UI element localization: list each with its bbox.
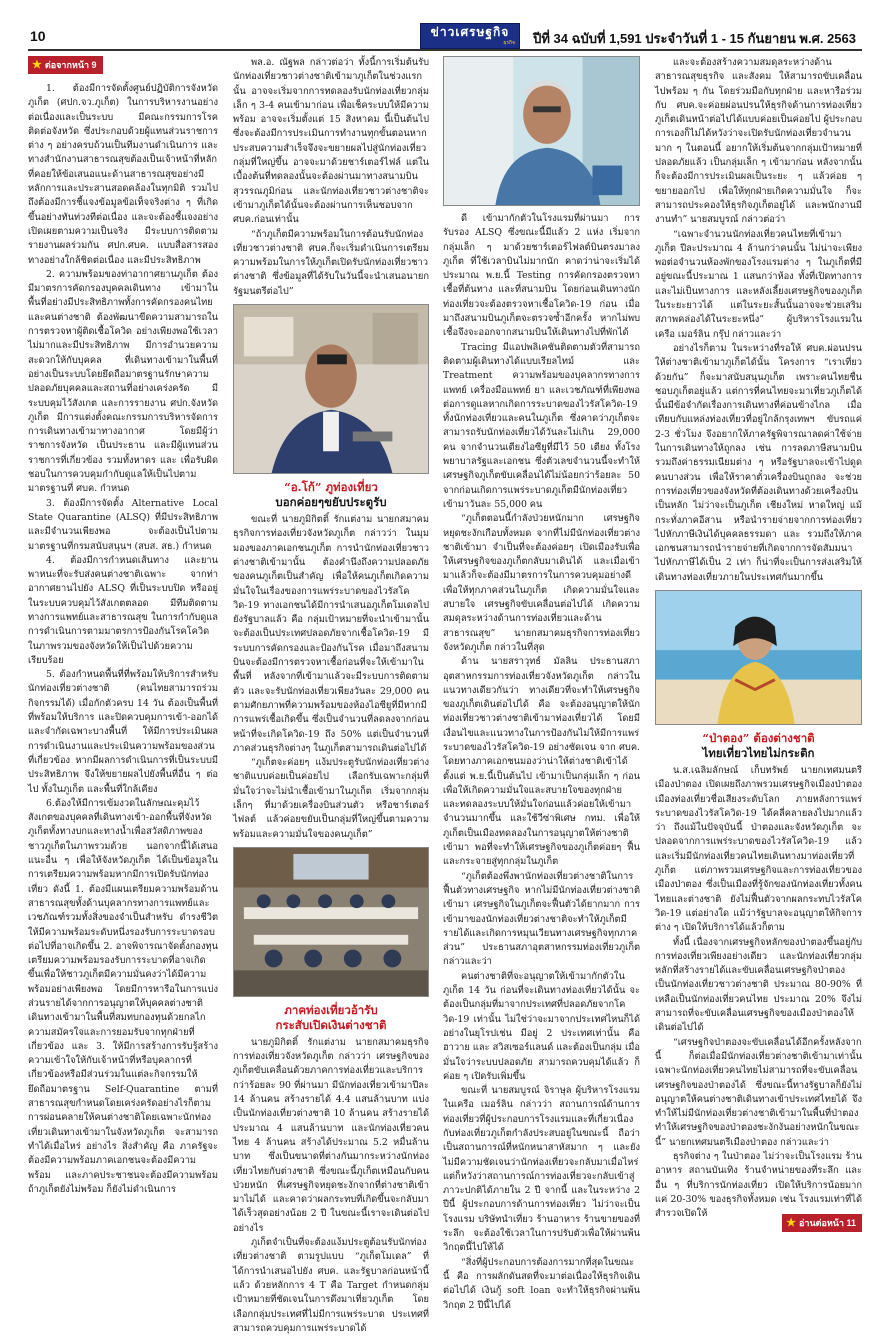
- column-3: [443, 56, 640, 1311]
- continued-to-label: อ่านต่อหน้า 11: [798, 1218, 856, 1228]
- paragraph: “สิ่งที่ผู้ประกอบการต้องการมากที่สุดในขณะนี้ คือ การผลักดันสดที่จะมาต่อเนื่องให้ธุรกิจเดินต่อไปได้ เงินกู้ soft loan จะทำให้ธุรกิจผ่านพ้นวิกฤต 2 ปีนี้ไปได้: [443, 1256, 640, 1311]
- masthead-title: ข่าวเศรษฐกิจ: [430, 25, 510, 39]
- paragraph: ภูเก็ตจำเป็นที่จะต้องแง้มประตูต้อนรับนักท่องเที่ยวต่างชาติ ตามรูปแบบ “ภูเก็ตโมเดล” ที่ได้การนำเสนอไปยัง ศบค. และรัฐบาลก่อนหน้านี้แล้ว ด้วยหลักการ 4 T คือ Target กำหนดกลุ่มเป้าหมายที่ชัดเจนในการดึงมาเที่ยวภูเก็ต โดยเลือกกลุ่มประเทศที่ไม่มีการแพร่ระบาด ประเทศที่สามารถควบคุมการแพร่ระบาดได้: [233, 1237, 429, 1334]
- continued-from-badge: [28, 56, 103, 74]
- headline-line: กระสับเปิดเงินต่างชาติ: [275, 1017, 387, 1032]
- paragraph: ทั้งนี้ เนื่องจากเศรษฐกิจหลักของป่าตองขึ้นอยู่กับการท่องเที่ยวเพียงอย่างเดียว และนักท่องเที่ยวกลุ่มหลักที่สร้างรายได้และขับเคลื่อนเศรษฐกิจป่าตอง เป็นนักท่องเที่ยวชาวต่างชาติ ประมาณ 80-90% ที่เหลือเป็นนักท่องเที่ยวคนไทย ประมาณ 20% จึงไม่สามารถที่จะขับเคลื่อนเศรษฐกิจของเมืองป่าตองให้เดินต่อไปได้: [655, 936, 862, 1034]
- headline-tourism-association: [233, 480, 429, 510]
- paragraph: น.ส.เฉลิมลักษณ์ เก็บทรัพย์ นายกเทศมนตรีเมืองป่าตอง เปิดเผยถึงภาพรวมเศรษฐกิจเมืองป่าตอง เมืองท่องเที่ยวชื่อเสียงระดับโลก ภายหลังการแพร่ระบาดของไวรัสโควิด-19 ได้คลี่คลายลงไปมากแล้วว่า ถึงแม้ในปัจจุบันนี้ ป่าตองและจังหวัดภูเก็ต จะปลอดจากการแพร่ระบาดของไวรัสโควิด-19 แล้ว และเริ่มมีนักท่องเที่ยวคนไทยเดินทางมาท่องเที่ยวที่ภูเก็ต แต่ภาพรวมเศรษฐกิจและการท่องเที่ยวของเมืองป่าตอง ซึ่งเป็นเมืองที่รู้จักของนักท่องเที่ยวทั้งคนไทยและต่างชาติ ยังไม่ฟื้นตัวจากผลกระทบไวรัสโควิด-19 แต่อย่างใด แม้ว่ารัฐบาลจะอนุญาตให้กิจการต่าง ๆ เปิดให้บริการได้แล้วก็ตาม: [655, 764, 862, 934]
- headline-line: ภาคท่องเที่ยวอ้ารับ: [284, 1002, 378, 1017]
- paragraph: 3. ต้องมีการจัดตั้ง Alternative Local State Quarantine (ALSQ) ที่มีประสิทธิภาพและมีจำนวนเพียงพอ จะต้องเป็นไปตามมาตรฐานที่กรมสนับสนุนฯ (สบส. สธ.) กำหนด: [28, 497, 218, 552]
- paragraph: ด้าน นายสราวุทธ์ มัลลิน ประธานสภาอุตสาหกรรมการท่องเที่ยวจังหวัดภูเก็ต กล่าวในแนวทางเดียวกันว่า ทางเดียวที่จะทำให้เศรษฐกิจของภูเก็ตเดินต่อไปได้ คือ จะต้องอนุญาตให้นักท่องเที่ยวชาวต่างชาติเข้ามาท่องเที่ยวได้ โดยมีเงื่อนไขและแนวทางในการป้องกันไม่ให้มีการแพร่ระบาดของไวรัสโควิด-19 อย่างชัดเจน จาก ศบค. โดยทางภาคเอกชนมองว่าน่าให้ต่างชาติเข้าได้ตั้งแต่ พ.ย.นี้เป็นต้นไป เข้ามาเป็นกลุ่มเล็ก ๆ ก่อน เพื่อให้เกิดความมั่นใจและสบายใจของทุกฝ่าย และทดลองระบบให้มั่นใจก่อนแล้วค่อยให้เข้ามาจำนวนมากขึ้น และใช้วีซ่าพิเศษ กทม. เพื่อให้ภูเก็ตเป็นเมืองทดลองในการอนุญาตให้ต่างชาติเข้ามา พอที่จะทำให้เศรษฐกิจของภูเก็ตค่อยๆ ฟื้นและกระจายสู่ทุกกลุ่มในภูเก็ต: [443, 656, 640, 868]
- star-icon: ★: [32, 59, 42, 71]
- paragraph: 2. ความพร้อมของท่าอากาศยานภูเก็ต ต้องมีมาตรการคัดกรองบุคคลเดินทาง เข้ามาในพื้นที่อย่างมีประสิทธิภาพทั้งการคัดกรองคนไทยและคนต่างชาติ ต้องพัฒนาขีดความสามารถในการตรวจหาผู้ติดเชื้อโควิด อย่างเพียงพอใช้เวลาไม่มากและมีประสิทธิภาพ มีการอำนวยความสะดวกให้กับบุคคล ที่เดินทางเข้ามาในพื้นที่อย่างเป็นระบบโดยยึดถือมาตรฐานรักษาความปลอดภัยบุคคลและสถานที่อย่างเคร่งครัด มีระบบคุมไว้สังเกต และการรายงาน ศปก.จังหวัดภูเก็ต มีการแต่งตั้งคณะกรรมการบริหารจัดการการเดินทางเข้ามาทางอากาศ โดยมีผู้ว่าราชการจังหวัด เป็นประธาน และมีผู้แทนส่วนราชการที่เกี่ยวข้อง รวมทั้งหาดร และ เพื่อรับผิดชอบในการควบคุมกำกับดูแลให้เป็นไปตามมาตรฐานที่ ศบค. กำหนด: [28, 268, 218, 495]
- header-rule: [28, 49, 862, 51]
- paragraph: “เฉพาะจำนวนนักท่องเที่ยวคนไทยที่เข้ามาภูเก็ต ปีละประมาณ 4 ล้านกว่าคนนั้น ไม่น่าจะเพียงพอต่อจำนวนห้องพักของโรงแรมต่าง ๆ ในภูเก็ตที่มีอยู่ขณะนี้ประมาณ 1 แสนกว่าห้อง ทั้งที่เปิดทางการและไม่เป็นทางการ และหลังเลี้ยงเศรษฐกิจของภูเก็ตในระยะยาวได้ แต่ในระยะสั้นนั้นอาจจะช่วยเสริมสภาพคล่องได้ในระยะหนึ่ง” ผู้บริหารโรงแรมในเครือ เมอร์ลิน กรุ๊ป กล่าวและว่า: [655, 228, 862, 340]
- photo-patong-mayor: [655, 590, 862, 725]
- headline-tourism-sector: [233, 1003, 429, 1033]
- paragraph: 6.ต้องให้มีการเข้มงวดในลักษณะคุมไว้สังเกตของบุคคลที่เดินทางเข้า-ออกพื้นที่จังหวัดภูเก็ตทั้งทางบกและทางน้ำเพื่อสวัสดิภาพของชาวภูเก็ตในภาพรวมด้วย นอกจากนี้ได้เสนอแนะอื่น ๆ เพื่อให้จังหวัดภูเก็ต ได้เป็นข้อมูลในการเตรียมความพร้อมหากมีการเปิดรับนักท่องเที่ยว ดังนี้ 1. ต้องมีแผนเตรียมความพร้อมด้านสาธารณสุขทั้งด้านบุคลากรทางการแพทย์และเวชภัณฑ์รวมทั้งสิ่งของจำเป็นสำหรับ ดำรงชีวิตให้มีความพร้อมระดับหนึ่งรองรับการระบาดรอบต่อไปที่อาจเกิดขึ้น 2. อาจพิจารณาจัดตั้งกองทุนเตรียมความพร้อมรองรับการระบาดที่อาจเกิดขึ้นเพื่อให้ชาวภูเก็ตมีความมั่นคงว่าได้มีความพร้อมอย่างเพียงพอ โดยมีการหารือในการแบ่งส่วนรายได้จากการอนุญาตให้บุคคลต่างชาติเดินทางเข้ามาในพื้นที่สมทบกองทุนด้วยกลไกความสมัครใจและการยอมรับจากทุกฝ่ายที่เกี่ยวข้อง และ 3. ให้มีการสร้างการรับรู้สร้างความเข้าใจให้กับเจ้าหน้าที่หรือบุคลากรที่เกี่ยวข้องหรือมีส่วนร่วมในแต่ละกิจกรรมให้ยึดถือมาตรฐาน Self-Quarantine ตามที่สาธารณสุขกำหนดโดยเคร่งครัดอย่างไรก็ตาม การผ่อนคลายให้คนต่างชาติโดยเฉพาะนักท่องเที่ยวเดินทางเข้ามาในจังหวัดภูเก็ต จะสามารถทำได้เมื่อไหร่ อย่างไร สิ่งสำคัญ คือ ภาครัฐจะต้องมีความพร้อมภาคเอกชนจะต้องมีความพร้อม และภาคประชาชนจะต้องมีความพร้อม ถ้าภูเก็ตยังไม่พร้อม ก็ยังไม่ดำเนินการ: [28, 797, 218, 1195]
- paragraph: “ภูเก็ตต้องพึ่งพานักท่องเที่ยวต่างชาติในการฟื้นตัวทางเศรษฐกิจ หากไม่มีนักท่องเที่ยวต่างชาติเข้ามา เศรษฐกิจในภูเก็ตจะฟื้นตัวได้ยากมาก การเข้ามาของนักท่องเที่ยวต่างชาติจะทำให้ภูเก็ตมีรายได้และเกิดการหมุนเวียนทางเศรษฐกิจทุกภาคส่วน” ประธานสภาอุตสาหกรรมท่องเที่ยวภูเก็ต กล่าวและว่า: [443, 870, 640, 968]
- page-header: [28, 27, 862, 49]
- portrait-photo-image: [444, 57, 639, 205]
- photo-meeting-room: [233, 847, 429, 997]
- paragraph: นายภูมิกิตติ์ รักแต่งาม นายกสมาคมธุรกิจการท่องเที่ยวจังหวัดภูเก็ต กล่าวว่า เศรษฐกิจของภูเก็ตขับเคลื่อนด้วยภาคการท่องเที่ยวและบริการกว่าร้อยละ 90 ที่ผ่านมา มีนักท่องเที่ยวเข้ามาปีละ 14 ล้านคน สร้างรายได้ 4.4 แสนล้านบาท แบ่งเป็นนักท่องเที่ยวต่างชาติ 10 ล้านคน สร้างรายได้ประมาณ 4 แสนล้านบาท และนักท่องเที่ยวคนไทย 4 ล้านคน สร้างได้ประมาณ 5.2 หมื่นล้านบาท ซึ่งเป็นขนาดที่ต่างกันมากระหว่างนักท่องเที่ยวไทยกับต่างชาติ ซึ่งขณะนี้ภูเก็ตเหมือนกับคนป่วยหนัก ที่เศรษฐกิจหยุดชะงักจากที่ต่างชาติเข้ามาไม่ได้ และคาดว่าผลกระทบที่เกิดขึ้นจะกลับมาได้เร็วสุดอย่างน้อย 2 ปี ในขณะนี้เราจะเดินต่อไปอย่างไร: [233, 1036, 429, 1234]
- beach-portrait-photo-image: [656, 591, 861, 724]
- masthead-logo: [420, 23, 520, 49]
- headline-line-dark: ไทยเที่ยวไทยไม่กระติก: [702, 745, 815, 760]
- continued-to-badge: [782, 1214, 862, 1232]
- paragraph: Tracing มีแอปพลิเคชันติดตามตัวที่สามารถติดตามผู้เดินทางได้แบบเรียลไทม์ และ Treatment ความพร้อมของบุคลากรทางการแพทย์ เครื่องมือแพทย์ ยา และเวชภัณฑ์ที่เพียงพอต่อการดูแลหากเกิดการระบาดของไวรัสโควิด-19 ทั้งนักท่องเที่ยวและคนในภูเก็ต ซึ่งคาดว่าภูเก็ตจะสามารถรับนักท่องเที่ยวได้วันละไม่เกิน 29,000 คน จากจำนวนเตียงไอซียูที่มีไว้ 50 เตียง ทั้งโรงพยาบาลรัฐและเอกชน ซึ่งตัวเลขจำนวนนี้จะทำให้เศรษฐกิจภูเก็ตขับเคลื่อนได้ไม่น้อยกว่าร้อยละ 50 จากก่อนเกิดการแพร่ระบาดภูเก็ตมีนักท่องเที่ยวเข้ามาวันละ 55,000 คน: [443, 341, 640, 510]
- star-icon: ★: [786, 1217, 796, 1229]
- paragraph: ขณะที่ นายภูมิกิตติ์ รักแต่งาม นายกสมาคมธุรกิจการท่องเที่ยวจังหวัดภูเก็ต กล่าวว่า ในมุมมองของภาคเอกชนภูเก็ต การนำนักท่องเที่ยวชาวต่างชาติเข้ามานั้น ต้องคำนึงถึงความปลอดภัยของคนภูเก็ตเป็นสำคัญ เพื่อให้คนภูเก็ตเกิดความมั่นใจในเรื่องของการแพร่ระบาดของไวรัสโควิด-19 ทางเอกชนได้มีการนำเสนอภูเก็ตโมเดลไปยังรัฐบาลแล้ว คือ กลุ่มเป้าหมายที่จะนำเข้ามานั้นจะต้องเป็นประเทศปลอดภัยจากเชื้อโควิด-19 มีระบบการคัดกรองและป้องกันโรค เมื่อมาถึงสนามบินจะต้องมีการตรวจหาเชื้อก่อนที่จะให้เข้ามาในพื้นที่ หลังจากที่เข้ามาแล้วจะมีระบบการติดตามตัว และจะรับนักท่องเที่ยวเพียงวันละ 29,000 คนตามศักยภาพที่ความพร้อมของห้องไอซียูที่มีหากมีการแพร่เชื้อเกิดขึ้น ซึ่งเป็นจำนวนที่ลดลงจากก่อนหน้าที่จะเกิดโควิด-19 ถึง 50% แต่เป็นจำนวนที่ภาคส่วนธุรกิจต่างๆ ในภูเก็ตสามารถเดินต่อไปได้: [233, 514, 429, 754]
- photo-tourism-association-president: [233, 304, 429, 474]
- paragraph: ธุรกิจต่าง ๆ ในป่าตอง ไม่ว่าจะเป็นโรงแรม ร้านอาหาร สถานบันเทิง ร้านจำหน่ายของที่ระลึก และอื่น ๆ ที่บริการนักท่องเที่ยว เปิดให้บริการน้อยมาก แค่ 20-30% ของธุรกิจทั้งหมด เช่น โรงแรมเท่าที่ได้สำรวจเปิดให้: [655, 1151, 862, 1220]
- column-4: [655, 56, 862, 1234]
- paragraph: “ถ้าภูเก็ตมีความพร้อมในการต้อนรับนักท่องเที่ยวชาวต่างชาติ ศบค.ก็จะเริ่มดำเนินการเตรียมความพร้อมในการให้ภูเก็ตเปิดรับนักท่องเที่ยวชาวต่างชาติ ซึ่งข้อมูลที่ได้รับในวันนี้จะนำเสนอนายกรัฐมนตรีต่อไป”: [233, 228, 429, 297]
- masthead-subtitle: ธุรกิจ: [503, 40, 515, 46]
- paragraph: ดี เข้ามากักตัวในโรงแรมที่ผ่านมา การรับรอง ALSQ ซึ่งขณะนี้มีแล้ว 2 แห่ง เริ่มจากกลุ่มเล็ก ๆ มาด้วยชาร์เตอร์ไฟลต์บินตรงมาลงภูเก็ต ที่ใช้เวลาบินไม่มากนัก คาดว่าน่าจะเริ่มได้ประมาณ พ.ย.นี้ Testing การคัดกรองตรวจหาเชื้อที่ต้นทาง และที่สนามบิน โดยก่อนเดินทางนักท่องเที่ยวจะต้องตรวจหาเชื้อโควิด-19 ก่อน เมื่อมาถึงสนามบินภูเก็ตจะตรวจซ้ำอีกครั้ง หากไม่พบเชื้อจึงจะออกจากสนามบินให้เดินทางไปที่พักได้: [443, 213, 640, 339]
- paragraph: และจะต้องสร้างความสมดุลระหว่างด้านสาธารณสุขธุรกิจ และสังคม ให้สามารถขับเคลื่อนไปพร้อม ๆ กัน โดยร่วมมือกับทุกฝ่าย และหารือร่วมกับ ศบค.จะค่อยผ่อนปรนให้ธุรกิจด้านการท่องเที่ยวภูเก็ตเดินหน้าต่อไปได้แบบค่อยเป็นค่อยไป ผู้ประกอบการเองก็ไม่ได้หวังว่าจะเปิดรับนักท่องเที่ยวจำนวนมาก ๆ ในตอนนี้ อยากให้เริ่มต้นจากกลุ่มเป้าหมายที่ปลอดภัยแล้ว เป็นกลุ่มเล็ก ๆ เข้ามาก่อน หลังจากนั้นก็จะต้องมีการประเมินผลเป็นระยะ ๆ แล้วค่อย ๆ ขยายออกไป เพื่อให้ทุกฝ่ายเกิดความมั่นใจ ก็จะสามารถประคองให้ธุรกิจภูเก็ตอยู่ได้ และพนักงานมีงานทำ” นายสมบูรณ์ กล่าวต่อว่า: [655, 57, 862, 226]
- meeting-photo-image: [234, 848, 428, 996]
- paragraph: “ภูเก็ตจะค่อยๆ แง้มประตูรับนักท่องเที่ยวต่างชาติแบบค่อยเป็นค่อยไป เลือกรับเฉพาะกลุ่มที่มั่นใจว่าจะไม่นำเชื้อเข้ามาในภูเก็ต เริ่มจากกลุ่มเล็กๆ ที่มาด้วยเครื่องบินส่วนตัว หรือชาร์เตอร์ไฟลต์ แล้วค่อยขยับเป็นกลุ่มที่ใหญ่ขึ้นตามความพร้อมและความมั่นใจของคนภูเก็ต”: [233, 757, 429, 840]
- column-1: [28, 56, 218, 1234]
- headline-line-dark: บอกค่อยๆขยับประตูรับ: [275, 495, 387, 510]
- paragraph: คนต่างชาติที่จะอนุญาตให้เข้ามากักตัวในภูเก็ต 14 วัน ก่อนที่จะเดินทางท่องเที่ยวได้นั้น จะต้องเป็นกลุ่มที่มาจากประเทศที่ปลอดภัยจากโควิด-19 เท่านั้น ไม่ใช่ว่าจะมาจากประเทศไหนก็ได้ อย่างในยุโรปเช่น มีอยู่ 2 ประเทศเท่านั้น คือ ฮาวาย และ สวิสเซอร์แลนด์ และต้องเป็นกลุ่ม เมื่อมั่นใจว่าระบบปลอดภัย สามารถควบคุมได้แล้ว ก็ค่อย ๆ เปิดรับเพิ่มขึ้น: [443, 970, 640, 1082]
- paragraph: พล.อ. ณัฐพล กล่าวต่อว่า ทั้งนี้การเริ่มต้นรับนักท่องเที่ยวชาวต่างชาติเข้ามาภูเก็ตในช่วงแรกนั้น อาจจะเริ่มจากการทดลองรับนักท่องเที่ยวกลุ่มเล็ก ๆ 3-4 คนเข้ามาก่อน เพื่อเช็คระบบให้มีความพร้อม อาจจะเริ่มตั้งแต่ 15 สิงหาคม นี้เป็นต้นไป ซึ่งจะต้องมีการประเมินการทำงานทุกขั้นตอนหากประสบความสำเร็จจึงจะขยายผลไปสู่นักท่องเที่ยวกลุ่มที่ใหญ่ขึ้น อาจจะมาด้วยชาร์เตอร์ไฟล์ แต่ในเบื้องต้นที่ทดลองนั้นจะต้องผ่านมาทางสนามบินสุวรรณภูมิก่อน และนักท่องเที่ยวชาวต่างชาติจะเข้ามาภูเก็ตได้นั้นจะต้องผ่านการเห็นชอบจาก ศบค.ก่อนเท่านั้น: [233, 57, 429, 226]
- paragraph: “เศรษฐกิจป่าตองจะขับเคลื่อนได้อีกครั้งหลังจากนี้ ก็ต่อเมื่อมีนักท่องเที่ยวต่างชาติเข้ามาเท่านั้น เฉพาะนักท่องเที่ยวคนไทยไม่สามารถที่จะขับเคลื่อนเศรษฐกิจของป่าตองได้ ซึ่งขณะนี้ทางรัฐบาลก็ยังไม่อนุญาตให้คนต่างชาติเดินทางเข้าประเทศไทยได้ จึงทำให้ไม่มีนักท่องเที่ยวต่างชาติเข้ามาในพื้นที่ป่าตอง ทำให้เศรษฐกิจของป่าตองชะงักงันอย่างหนักในขณะนี้” นายกเทศมนตรีเมืองป่าตอง กล่าวและว่า: [655, 1036, 862, 1148]
- paragraph: “ภูเก็ตตอนนี้กำลังป่วยหนักมาก เศรษฐกิจหยุดชะงักเกือบทั้งหมด จากที่ไม่มีนักท่องเที่ยวต่างชาติเข้ามา จำเป็นที่จะต้องค่อยๆ เปิดเมืองรับเพื่อให้เศรษฐกิจของภูเก็ตกลับมาเดินได้ และเมื่อเข้ามาแล้วก็จะต้องมีมาตรการในการควบคุมอย่างดี เพื่อให้ทุกภาคส่วนในภูเก็ต เกิดความมั่นใจและสบายใจ เศรษฐกิจขับเคลื่อนต่อไปได้ เกิดความสมดุลระหว่างด้านการท่องเที่ยวและด้านสาธารณสุข” นายกสมาคมธุรกิจการท่องเที่ยวจังหวัดภูเก็ต กล่าวในที่สุด: [443, 513, 640, 653]
- photo-hotel-executive: [443, 56, 640, 206]
- paragraph: อย่างไรก็ตาม ในระหว่างที่รอให้ ศบค.ผ่อนปรนให้ต่างชาติเข้ามาภูเก็ตได้นั้น โครงการ “เราเที่ยวด้วยกัน” ก็จะมาสนับสนุนภูเก็ต เพราะคนไทยชื่นชอบภูเก็ตอยู่แล้ว แต่การที่คนไทยจะมาเที่ยวภูเก็ตได้นั้นมีข้อจำกัดเรื่องการเดินทางที่ค่อนข้างไกล เมื่อเทียบกับแหล่งท่องเที่ยวที่อยู่ใกล้กรุงเทพฯ ขับรถแค่ 2-3 ชั่วโมง จึงอยากให้ภาครัฐพิจารณาลดค่าใช้จ่ายในการเดินทางให้ถูกลง เช่น การลดภาษีสนามบิน รวมถึงค่าธรรมเนียมต่าง ๆ หรือรัฐบาลจะเข้าไปดูดคนบางส่วน เพื่อให้ราคาตั๋วเครื่องบินถูกลง จะช่วยการท่องเที่ยวของจังหวัดที่ต้องเดินทางด้วยเครื่องบินเป็นหลัก ไม่ว่าจะเป็นภูเก็ต เชียงใหม่ หาดใหญ่ แม้กระทั่งภาคอีสาน หรือนำรายจ่ายจากการท่องเที่ยวไปหักภาษีเงินได้บุคคลธรรมดา และ รวมถึงให้ภาคเอกชนสามารถนำรายจ่ายที่เกิดจากการจัดสัมมนาไปหักภาษีได้เป็น 2 เท่า ก็น่าที่จะเป็นการส่งเสริมให้เดินทางท่องเที่ยวภายในประเทศกันมากขึ้น: [655, 342, 862, 583]
- paragraph: 4. ต้องมีการกำหนดเส้นทาง และยานพาหนะที่จะรับส่งคนต่างชาติเฉพาะ จากท่าอากาศยานไปยัง ALSQ ที่เป็นระบบปิด หรืออยู่ในระบบควบคุมไว้สังเกตตลอด มีทีมติดตามทางการแพทย์และสาธารณสุข ในการกำกับดูแลการดำเนินการตามมาตรการป้องกันโรคโควิด ในภาพรวมของจังหวัดให้เป็นไปด้วยความเรียบร้อย: [28, 554, 218, 666]
- paragraph: 1. ต้องมีการจัดตั้งศูนย์ปฏิบัติการจังหวัดภูเก็ต (ศปก.จว.ภูเก็ต) ในการบริหารงานอย่างต่อเนื่องและเป็นระบบ มีคณะกรรมการโรคติดต่อจังหวัด ซึ่งประกอบด้วยผู้แทนส่วนราชการต่าง ๆ อย่างครบถ้วนเป็นทีมงานดำเนินการ และทางสำนักงานสาธารณสุขต้องเป็นเจ้าหน้าที่หลักที่คอยให้ข้อเสนอแนะด้านสาธารณสุขอย่างมีหลักการและประสานสอดคล้องในทุกมิติ รวมไปถึงต้องมีการชี้แจงข้อมูลข้อเท็จจริงต่าง ๆ ที่เกิดขึ้นอย่างทันท่วงทีต่อเนื่อง และจะต้องชี้แจงอย่างเปิดเผยตามความเป็นจริง มีระบบการติดตามรายงานผลร่วมกัน ศปก.ศบค. แบบสื่อสารสองทางอย่างใกล้ชิดต่อเนื่อง และมีประสิทธิภาพ: [28, 83, 218, 266]
- headline-line-red: “ป่าตอง” ต้องต่างชาติ: [702, 730, 815, 745]
- paragraph: ขณะที่ นายสมบูรณ์ จิราษุล ผู้บริหารโรงแรมในเครือ เมอร์ลิน กล่าวว่า สถานการณ์ด้านการท่องเที่ยวที่ผู้ประกอบการโรงแรมและที่เกี่ยวเนื่องกับท่องเที่ยวภูเก็ตกำลังประสบอยู่ในขณะนี้ ถือว่าเป็นสถานการณ์ที่หนักหนาสาหัสมาก ๆ และยังไม่มีความชัดเจนว่านักท่องเที่ยวจะกลับมาเมื่อไหร่ แต่ก็หวังว่าสถานการณ์การท่องเที่ยวจะกลับเข้าสู่ภาวะปกติได้ภายใน 2 ปี จากนี้ และในระหว่าง 2 ปีนี้ ผู้ประกอบการด้านการท่องเที่ยว ไม่ว่าจะเป็นโรงแรม บริษัทนำเที่ยว ร้านอาหาร ร้านขายของที่ระลึก จะต้องใช้เวลาในการปรับตัวเพื่อให้ผ่านพ้นวิกฤตนี้ไปให้ได้: [443, 1085, 640, 1254]
- column-2: [233, 56, 429, 1334]
- issue-line: ปีที่ 34 ฉบับที่ 1,591 ประจำวันที่ 1 - 15 กันยายน พ.ศ. 2563: [533, 31, 856, 46]
- portrait-photo-image: [234, 305, 428, 473]
- headline-line-red: “อ.โก้” ภูท่องเที่ยว: [284, 480, 378, 495]
- headline-patong: [655, 731, 862, 761]
- paragraph: 5. ต้องกำหนดพื้นที่ที่พร้อมให้บริการสำหรับนักท่องเที่ยวต่างชาติ (คนไทยสามารถร่วมกิจกรรมได้) เมื่อกักตัวครบ 14 วัน ต้องเป็นพื้นที่ที่พร้อมให้บริการ และปิดควบคุมการเข้า-ออกได้ และจำกัดเฉพาะบางพื้นที่ ให้มีการประเมินผลการดำเนินงานและประเมินความพร้อมของส่วนที่เกี่ยวข้อง หากมีผลการดำเนินการที่เป็นระบบมีประสิทธิภาพ จึงให้ขยายผลไปยังพื้นที่อื่น ๆ ต่อไป ทั้งในภูเก็ต และพื้นที่ใกล้เคียง: [28, 669, 218, 795]
- page-number: 10: [30, 28, 46, 44]
- continued-from-label: ต่อจากหน้า 9: [44, 60, 97, 70]
